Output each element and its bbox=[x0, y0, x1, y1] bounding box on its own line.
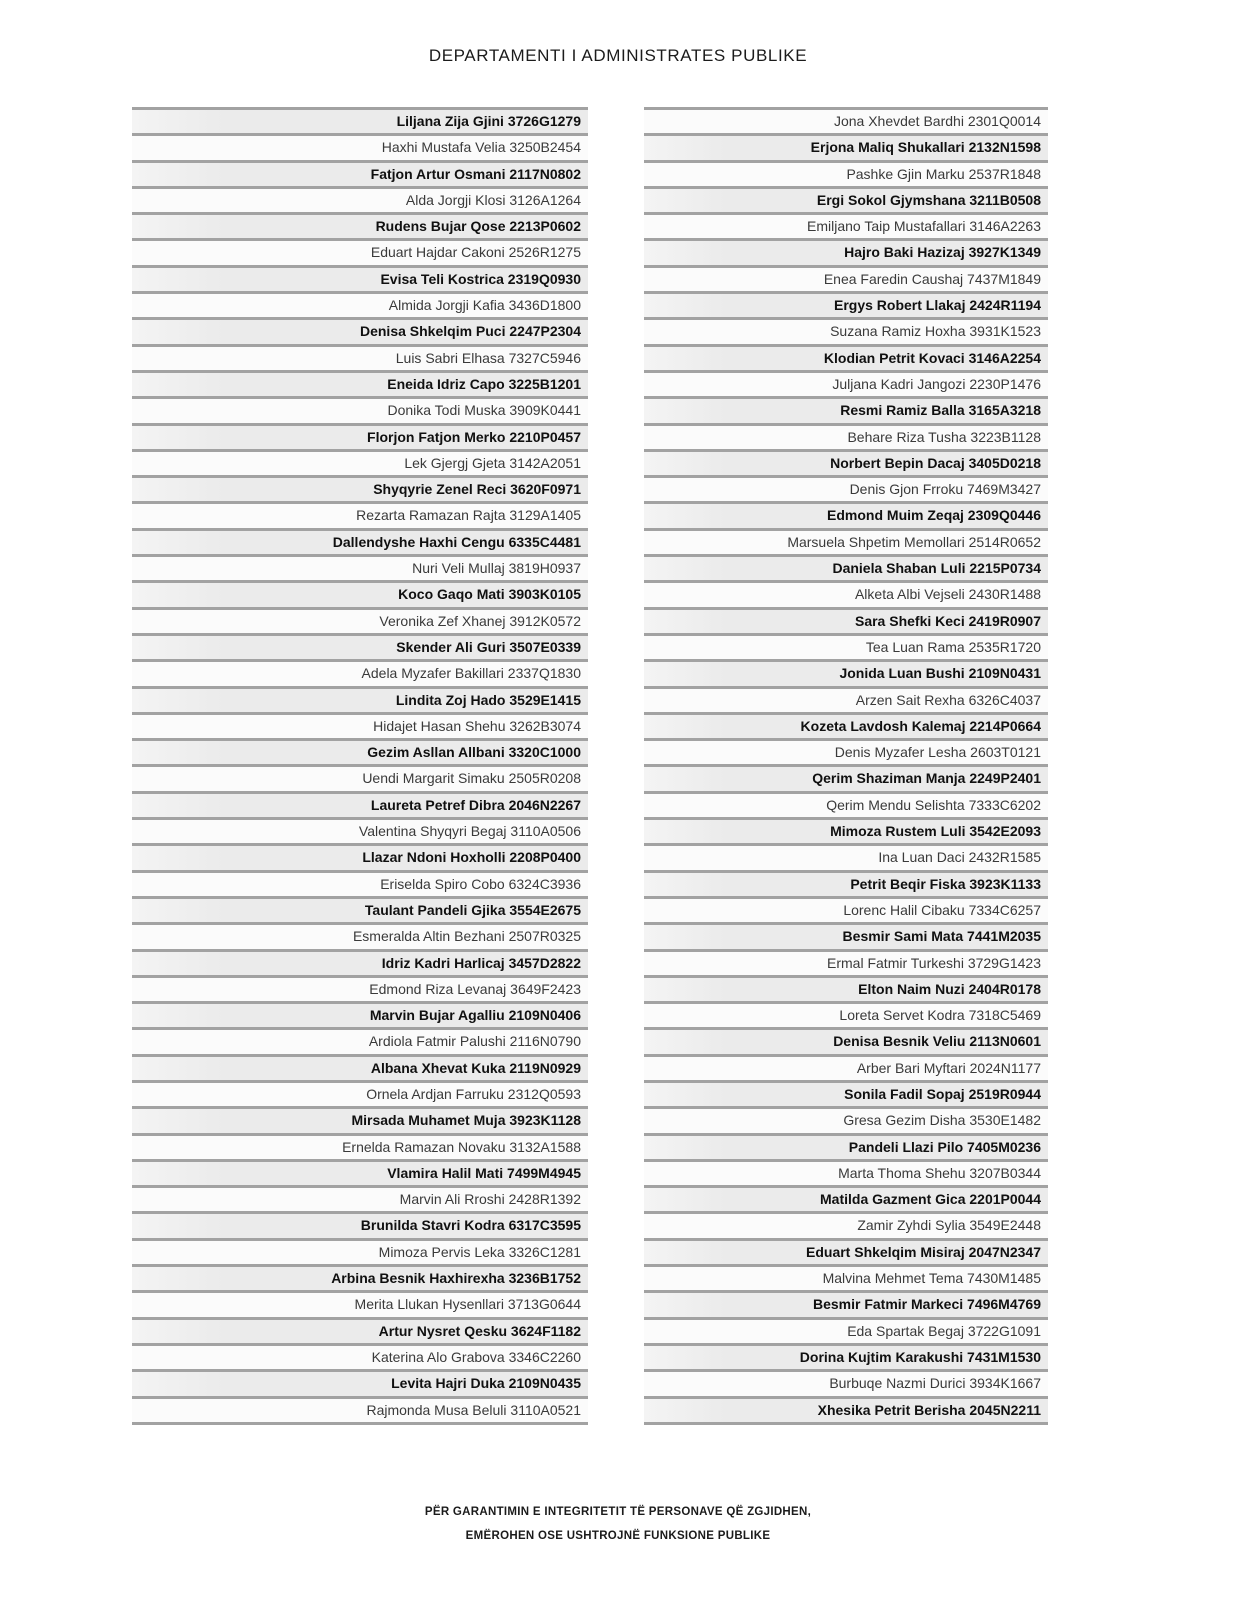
list-item: Eneida Idriz Capo 3225B1201 bbox=[132, 370, 588, 396]
list-item: Eda Spartak Begaj 3722G1091 bbox=[644, 1317, 1048, 1343]
list-item: Ornela Ardjan Farruku 2312Q0593 bbox=[132, 1080, 588, 1106]
list-item: Vlamira Halil Mati 7499M4945 bbox=[132, 1159, 588, 1185]
list-item: Zamir Zyhdi Sylia 3549E2448 bbox=[644, 1211, 1048, 1237]
list-item: Hidajet Hasan Shehu 3262B3074 bbox=[132, 712, 588, 738]
list-item: Taulant Pandeli Gjika 3554E2675 bbox=[132, 896, 588, 922]
list-item: Adela Myzafer Bakillari 2337Q1830 bbox=[132, 659, 588, 685]
list-item: Resmi Ramiz Balla 3165A3218 bbox=[644, 396, 1048, 422]
list-item: Koco Gaqo Mati 3903K0105 bbox=[132, 580, 588, 606]
list-item: Rudens Bujar Qose 2213P0602 bbox=[132, 212, 588, 238]
list-item: Eriselda Spiro Cobo 6324C3936 bbox=[132, 870, 588, 896]
list-item: Arber Bari Myftari 2024N1177 bbox=[644, 1054, 1048, 1080]
list-item: Rajmonda Musa Beluli 3110A0521 bbox=[132, 1396, 588, 1422]
footer-line-1: PËR GARANTIMIN E INTEGRITETIT TË PERSONAVE QË ZGJIDHEN, bbox=[424, 1506, 812, 1518]
list-item: Almida Jorgji Kafia 3436D1800 bbox=[132, 291, 588, 317]
list-item: Eduart Shkelqim Misiraj 2047N2347 bbox=[644, 1238, 1048, 1264]
list-item: Florjon Fatjon Merko 2210P0457 bbox=[132, 423, 588, 449]
list-item: Erjona Maliq Shukallari 2132N1598 bbox=[644, 133, 1048, 159]
list-item: Denis Myzafer Lesha 2603T0121 bbox=[644, 738, 1048, 764]
list-item: Rezarta Ramazan Rajta 3129A1405 bbox=[132, 501, 588, 527]
roster-column-left bbox=[132, 107, 588, 1425]
list-item: Marsuela Shpetim Memollari 2514R0652 bbox=[644, 528, 1048, 554]
list-item: Laureta Petref Dibra 2046N2267 bbox=[132, 791, 588, 817]
list-item: Jona Xhevdet Bardhi 2301Q0014 bbox=[644, 107, 1048, 133]
list-item: Marvin Bujar Agalliu 2109N0406 bbox=[132, 1001, 588, 1027]
list-item: Fatjon Artur Osmani 2117N0802 bbox=[132, 160, 588, 186]
list-item: Ina Luan Daci 2432R1585 bbox=[644, 843, 1048, 869]
list-item: Esmeralda Altin Bezhani 2507R0325 bbox=[132, 922, 588, 948]
list-item: Jonida Luan Bushi 2109N0431 bbox=[644, 659, 1048, 685]
list-item: Haxhi Mustafa Velia 3250B2454 bbox=[132, 133, 588, 159]
list-item: Edmond Muim Zeqaj 2309Q0446 bbox=[644, 501, 1048, 527]
list-item: Petrit Beqir Fiska 3923K1133 bbox=[644, 870, 1048, 896]
list-item: Matilda Gazment Gica 2201P0044 bbox=[644, 1185, 1048, 1211]
list-item: Alda Jorgji Klosi 3126A1264 bbox=[132, 186, 588, 212]
list-item: Ermal Fatmir Turkeshi 3729G1423 bbox=[644, 949, 1048, 975]
list-item: Pashke Gjin Marku 2537R1848 bbox=[644, 160, 1048, 186]
list-item: Mirsada Muhamet Muja 3923K1128 bbox=[132, 1106, 588, 1132]
list-item: Liljana Zija Gjini 3726G1279 bbox=[132, 107, 588, 133]
page-title: DEPARTAMENTI I ADMINISTRATES PUBLIKE bbox=[428, 46, 808, 65]
list-item: Albana Xhevat Kuka 2119N0929 bbox=[132, 1054, 588, 1080]
list-item: Evisa Teli Kostrica 2319Q0930 bbox=[132, 265, 588, 291]
list-item: Lindita Zoj Hado 3529E1415 bbox=[132, 686, 588, 712]
list-item: Dorina Kujtim Karakushi 7431M1530 bbox=[644, 1343, 1048, 1369]
list-item: Sonila Fadil Sopaj 2519R0944 bbox=[644, 1080, 1048, 1106]
list-item: Ernelda Ramazan Novaku 3132A1588 bbox=[132, 1133, 588, 1159]
list-item: Juljana Kadri Jangozi 2230P1476 bbox=[644, 370, 1048, 396]
list-item: Tea Luan Rama 2535R1720 bbox=[644, 633, 1048, 659]
list-item: Marta Thoma Shehu 3207B0344 bbox=[644, 1159, 1048, 1185]
list-item: Norbert Bepin Dacaj 3405D0218 bbox=[644, 449, 1048, 475]
list-item: Qerim Shaziman Manja 2249P2401 bbox=[644, 764, 1048, 790]
list-item: Denisa Shkelqim Puci 2247P2304 bbox=[132, 317, 588, 343]
list-item: Lek Gjergj Gjeta 3142A2051 bbox=[132, 449, 588, 475]
list-item: Daniela Shaban Luli 2215P0734 bbox=[644, 554, 1048, 580]
list-item: Denis Gjon Frroku 7469M3427 bbox=[644, 475, 1048, 501]
list-item: Llazar Ndoni Hoxholli 2208P0400 bbox=[132, 843, 588, 869]
list-item: Merita Llukan Hysenllari 3713G0644 bbox=[132, 1290, 588, 1316]
list-item: Qerim Mendu Selishta 7333C6202 bbox=[644, 791, 1048, 817]
list-item: Nuri Veli Mullaj 3819H0937 bbox=[132, 554, 588, 580]
list-item: Marvin Ali Rroshi 2428R1392 bbox=[132, 1185, 588, 1211]
list-item: Veronika Zef Xhanej 3912K0572 bbox=[132, 607, 588, 633]
list-item: Klodian Petrit Kovaci 3146A2254 bbox=[644, 344, 1048, 370]
list-item: Sara Shefki Keci 2419R0907 bbox=[644, 607, 1048, 633]
list-item: Donika Todi Muska 3909K0441 bbox=[132, 396, 588, 422]
list-item: Mimoza Pervis Leka 3326C1281 bbox=[132, 1238, 588, 1264]
list-item: Gezim Asllan Allbani 3320C1000 bbox=[132, 738, 588, 764]
list-item: Denisa Besnik Veliu 2113N0601 bbox=[644, 1027, 1048, 1053]
list-item: Shyqyrie Zenel Reci 3620F0971 bbox=[132, 475, 588, 501]
list-item: Edmond Riza Levanaj 3649F2423 bbox=[132, 975, 588, 1001]
list-item: Kozeta Lavdosh Kalemaj 2214P0664 bbox=[644, 712, 1048, 738]
page-footer bbox=[0, 1500, 1236, 1548]
list-item: Behare Riza Tusha 3223B1128 bbox=[644, 423, 1048, 449]
list-item: Malvina Mehmet Tema 7430M1485 bbox=[644, 1264, 1048, 1290]
list-item: Eduart Hajdar Cakoni 2526R1275 bbox=[132, 238, 588, 264]
list-item: Brunilda Stavri Kodra 6317C3595 bbox=[132, 1211, 588, 1237]
list-item: Emiljano Taip Mustafallari 3146A2263 bbox=[644, 212, 1048, 238]
list-item: Ergys Robert Llakaj 2424R1194 bbox=[644, 291, 1048, 317]
list-item: Arzen Sait Rexha 6326C4037 bbox=[644, 686, 1048, 712]
list-item: Ardiola Fatmir Palushi 2116N0790 bbox=[132, 1027, 588, 1053]
list-item: Luis Sabri Elhasa 7327C5946 bbox=[132, 344, 588, 370]
list-item: Lorenc Halil Cibaku 7334C6257 bbox=[644, 896, 1048, 922]
list-item: Skender Ali Guri 3507E0339 bbox=[132, 633, 588, 659]
list-item: Elton Naim Nuzi 2404R0178 bbox=[644, 975, 1048, 1001]
list-item: Hajro Baki Hazizaj 3927K1349 bbox=[644, 238, 1048, 264]
list-item: Levita Hajri Duka 2109N0435 bbox=[132, 1369, 588, 1395]
list-item: Pandeli Llazi Pilo 7405M0236 bbox=[644, 1133, 1048, 1159]
list-item: Mimoza Rustem Luli 3542E2093 bbox=[644, 817, 1048, 843]
footer-line-2: EMËROHEN OSE USHTROJNË FUNKSIONE PUBLIKE bbox=[465, 1530, 771, 1542]
list-item: Enea Faredin Caushaj 7437M1849 bbox=[644, 265, 1048, 291]
list-item: Burbuqe Nazmi Durici 3934K1667 bbox=[644, 1369, 1048, 1395]
list-item: Loreta Servet Kodra 7318C5469 bbox=[644, 1001, 1048, 1027]
list-item: Gresa Gezim Disha 3530E1482 bbox=[644, 1106, 1048, 1132]
list-item: Dallendyshe Haxhi Cengu 6335C4481 bbox=[132, 528, 588, 554]
list-item: Uendi Margarit Simaku 2505R0208 bbox=[132, 764, 588, 790]
list-item: Suzana Ramiz Hoxha 3931K1523 bbox=[644, 317, 1048, 343]
list-item: Arbina Besnik Haxhirexha 3236B1752 bbox=[132, 1264, 588, 1290]
list-item: Katerina Alo Grabova 3346C2260 bbox=[132, 1343, 588, 1369]
list-item: Besmir Sami Mata 7441M2035 bbox=[644, 922, 1048, 948]
list-item: Valentina Shyqyri Begaj 3110A0506 bbox=[132, 817, 588, 843]
list-item: Ergi Sokol Gjymshana 3211B0508 bbox=[644, 186, 1048, 212]
list-item: Besmir Fatmir Markeci 7496M4769 bbox=[644, 1290, 1048, 1316]
roster-column-right bbox=[644, 107, 1048, 1425]
list-item: Artur Nysret Qesku 3624F1182 bbox=[132, 1317, 588, 1343]
list-item: Alketa Albi Vejseli 2430R1488 bbox=[644, 580, 1048, 606]
list-item: Idriz Kadri Harlicaj 3457D2822 bbox=[132, 949, 588, 975]
list-item: Xhesika Petrit Berisha 2045N2211 bbox=[644, 1396, 1048, 1422]
